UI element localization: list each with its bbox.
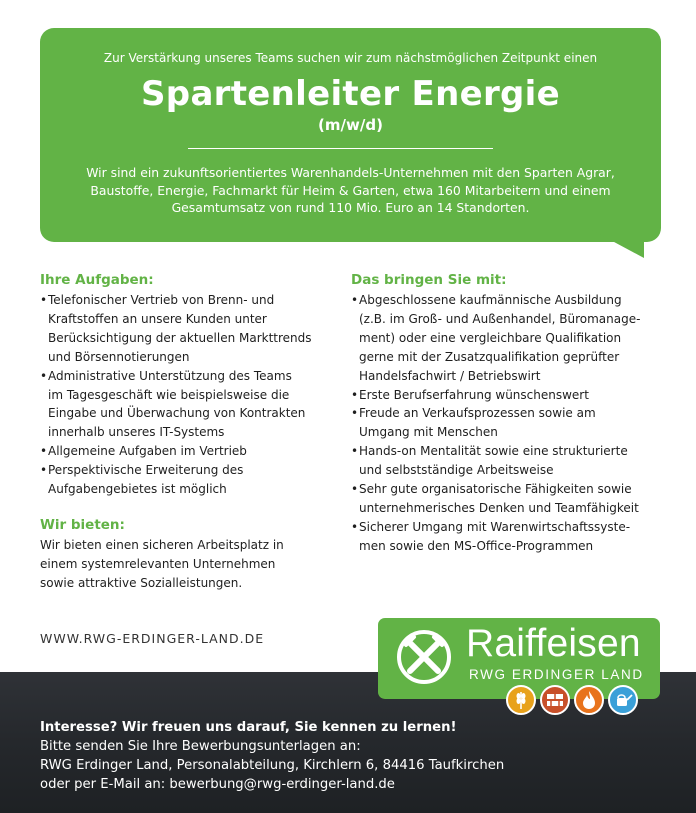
tasks-heading: Ihre Aufgaben:: [40, 272, 154, 288]
website-link[interactable]: WWW.RWG-ERDINGER-LAND.DE: [40, 631, 265, 646]
wheat-icon: [506, 685, 536, 715]
contact-line: Bitte senden Sie Ihre Bewerbungsunterlagen an:: [40, 739, 361, 754]
raiffeisen-emblem-icon: [396, 629, 452, 685]
list-item: • Administrative Unterstützung des Teams im Tagesgeschäft wie beispielsweise die Eingabe und Überwachung von Kontrakten innerhalb unseres IT-Systems: [40, 367, 340, 443]
requirements-heading: Das bringen Sie mit:: [351, 272, 507, 288]
title-divider: [188, 148, 493, 149]
list-item: • Erste Berufserfahrung wünschenswert: [351, 386, 671, 405]
contact-block: [40, 718, 504, 794]
bubble-tail: [588, 228, 644, 258]
list-item: • Freude an Verkaufsprozessen sowie am Umgang mit Menschen: [351, 404, 671, 442]
contact-lead: Interesse? Wir freuen uns darauf, Sie kennen zu lernen!: [40, 720, 457, 735]
requirements-list: [351, 291, 671, 556]
list-item: • Abgeschlossene kaufmännische Ausbildung (z.B. im Groß- und Außenhandel, Büromanage- ment) oder eine vergleichbare Qualifikation gerne mit der Zusatzqualifikation geprüfter Handelsfachwirt / Betriebswirt: [351, 291, 671, 386]
tasks-list: [40, 291, 340, 499]
list-item: • Sicherer Umgang mit Warenwirtschaftssyste- men sowie den MS-Office-Programmen: [351, 518, 671, 556]
job-title: Spartenleiter Energie: [141, 74, 560, 114]
left-column: [40, 271, 340, 593]
header-bubble: [40, 28, 661, 242]
watering-can-icon: [608, 685, 638, 715]
gender-note: (m/w/d): [318, 116, 383, 134]
logo-subtitle: RWG ERDINGER LAND: [469, 667, 644, 682]
company-description: Wir sind ein zukunftsorientiertes Warenhandels-Unternehmen mit den Sparten Agrar, Baustoffe, Energie, Fachmarkt für Heim & Garten, etwa 160 Mitarbeitern und einem Gesamtumsatz von rund 110 Mio. Euro an 14 Standorten.: [86, 165, 615, 215]
offer-heading: Wir bieten:: [40, 516, 125, 533]
list-item: • Sehr gute organisatorische Fähigkeiten sowie unternehmerisches Denken und Teamfähigkeit: [351, 480, 671, 518]
list-item: • Hands-on Mentalität sowie eine strukturierte und selbstständige Arbeitsweise: [351, 442, 671, 480]
contact-email[interactable]: oder per E-Mail an: bewerbung@rwg-erdinger-land.de: [40, 777, 395, 792]
list-item: • Telefonischer Vertrieb von Brenn- und Kraftstoffen an unsere Kunden unter Berücksichtigung der aktuellen Markttrends und Börsennotierungen: [40, 291, 340, 367]
intro-text: Zur Verstärkung unseres Teams suchen wir zum nächstmöglichen Zeitpunkt einen: [103, 51, 598, 65]
contact-address: RWG Erdinger Land, Personalabteilung, Kirchlern 6, 84416 Taufkirchen: [40, 758, 505, 773]
list-item: • Allgemeine Aufgaben im Vertrieb: [40, 442, 340, 461]
right-column: [351, 271, 671, 556]
logo-brand: Raiffeisen: [466, 622, 641, 665]
list-item: • Perspektivische Erweiterung des Aufgabengebietes ist möglich: [40, 461, 340, 499]
bricks-icon: [540, 685, 570, 715]
offer-text: Wir bieten einen sicheren Arbeitsplatz in einem systemrelevanten Unternehmen sowie attraktive Sozialleistungen.: [40, 537, 284, 590]
flame-icon: [574, 685, 604, 715]
